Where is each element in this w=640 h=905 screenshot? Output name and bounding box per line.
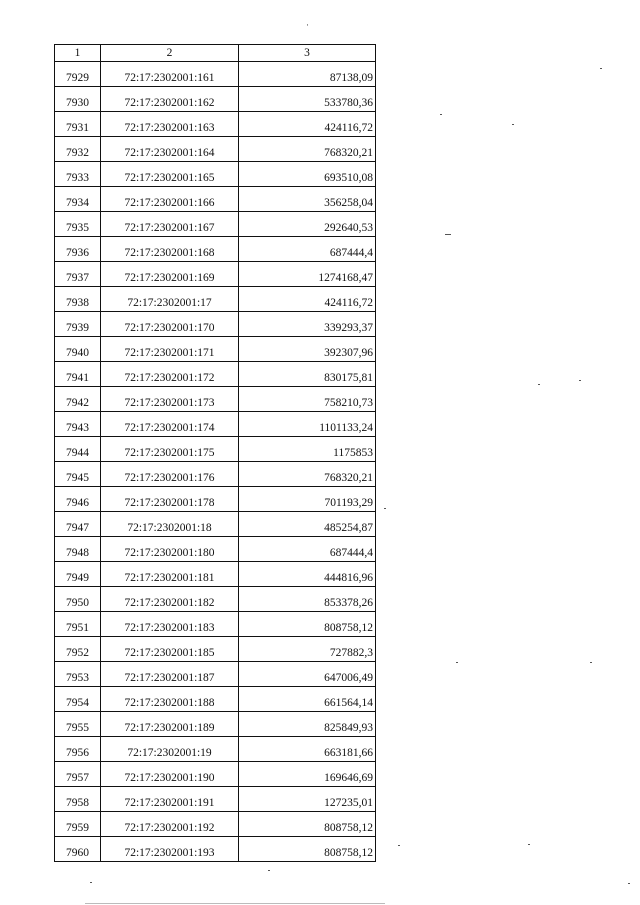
column-header-1: 1 <box>55 45 101 62</box>
cadastral-number-cell: 72:17:2302001:192 <box>101 812 239 837</box>
row-number-cell: 7951 <box>55 612 101 637</box>
cadastral-number-cell: 72:17:2302001:180 <box>101 537 239 562</box>
scan-speck <box>445 234 451 235</box>
table-row <box>55 137 376 162</box>
value-cell: 127235,01 <box>239 787 376 812</box>
scan-speck <box>600 68 602 69</box>
value-cell: 768320,21 <box>239 137 376 162</box>
value-cell: 87138,09 <box>239 62 376 87</box>
value-cell: 1175853 <box>239 437 376 462</box>
cadastral-number-cell: 72:17:2302001:164 <box>101 137 239 162</box>
cadastral-number-cell: 72:17:2302001:174 <box>101 412 239 437</box>
value-cell: 424116,72 <box>239 287 376 312</box>
cadastral-number-cell: 72:17:2302001:169 <box>101 262 239 287</box>
value-cell: 687444,4 <box>239 237 376 262</box>
row-number-cell: 7930 <box>55 87 101 112</box>
scan-speck <box>512 124 514 125</box>
value-cell: 392307,96 <box>239 337 376 362</box>
cadastral-number-cell: 72:17:2302001:193 <box>101 837 239 862</box>
table-row <box>55 512 376 537</box>
cadastral-number-cell: 72:17:2302001:171 <box>101 337 239 362</box>
column-header-2: 2 <box>101 45 239 62</box>
value-cell: 339293,37 <box>239 312 376 337</box>
cadastral-number-cell: 72:17:2302001:165 <box>101 162 239 187</box>
table-row <box>55 412 376 437</box>
cadastral-number-cell: 72:17:2302001:188 <box>101 687 239 712</box>
cadastral-number-cell: 72:17:2302001:163 <box>101 112 239 137</box>
row-number-cell: 7950 <box>55 587 101 612</box>
row-number-cell: 7954 <box>55 687 101 712</box>
table-row <box>55 462 376 487</box>
row-number-cell: 7948 <box>55 537 101 562</box>
value-cell: 808758,12 <box>239 612 376 637</box>
value-cell: 663181,66 <box>239 737 376 762</box>
table-row <box>55 437 376 462</box>
row-number-cell: 7947 <box>55 512 101 537</box>
row-number-cell: 7937 <box>55 262 101 287</box>
table-row <box>55 262 376 287</box>
cadastral-number-cell: 72:17:2302001:18 <box>101 512 239 537</box>
cadastral-number-cell: 72:17:2302001:181 <box>101 562 239 587</box>
table-row <box>55 562 376 587</box>
cadastral-number-cell: 72:17:2302001:182 <box>101 587 239 612</box>
table-header-row <box>55 45 376 62</box>
table-body <box>55 62 376 862</box>
row-number-cell: 7955 <box>55 712 101 737</box>
scan-mark: · <box>306 20 309 30</box>
row-number-cell: 7943 <box>55 412 101 437</box>
table-row <box>55 87 376 112</box>
cadastral-number-cell: 72:17:2302001:185 <box>101 637 239 662</box>
table-row <box>55 662 376 687</box>
scan-speck <box>384 508 386 509</box>
cadastral-number-cell: 72:17:2302001:162 <box>101 87 239 112</box>
value-cell: 693510,08 <box>239 162 376 187</box>
value-cell: 533780,36 <box>239 87 376 112</box>
table-row <box>55 312 376 337</box>
value-cell: 701193,29 <box>239 487 376 512</box>
row-number-cell: 7929 <box>55 62 101 87</box>
value-cell: 808758,12 <box>239 837 376 862</box>
table-row <box>55 62 376 87</box>
value-cell: 1274168,47 <box>239 262 376 287</box>
row-number-cell: 7933 <box>55 162 101 187</box>
scan-speck <box>628 883 630 884</box>
table-row <box>55 287 376 312</box>
row-number-cell: 7940 <box>55 337 101 362</box>
value-cell: 169646,69 <box>239 762 376 787</box>
row-number-cell: 7960 <box>55 837 101 862</box>
table-row <box>55 162 376 187</box>
row-number-cell: 7939 <box>55 312 101 337</box>
scan-speck <box>528 844 530 845</box>
cadastral-number-cell: 72:17:2302001:170 <box>101 312 239 337</box>
value-cell: 687444,4 <box>239 537 376 562</box>
row-number-cell: 7957 <box>55 762 101 787</box>
table-row <box>55 362 376 387</box>
scan-edge-line <box>85 903 385 904</box>
column-header-3: 3 <box>239 45 376 62</box>
data-table <box>54 44 376 862</box>
table-row <box>55 762 376 787</box>
cadastral-number-cell: 72:17:2302001:167 <box>101 212 239 237</box>
row-number-cell: 7958 <box>55 787 101 812</box>
row-number-cell: 7932 <box>55 137 101 162</box>
row-number-cell: 7931 <box>55 112 101 137</box>
cadastral-number-cell: 72:17:2302001:183 <box>101 612 239 637</box>
table-row <box>55 737 376 762</box>
row-number-cell: 7953 <box>55 662 101 687</box>
table-row <box>55 187 376 212</box>
scan-speck <box>398 845 400 846</box>
row-number-cell: 7949 <box>55 562 101 587</box>
cadastral-number-cell: 72:17:2302001:19 <box>101 737 239 762</box>
scan-speck <box>538 384 540 385</box>
table-row <box>55 787 376 812</box>
table-row <box>55 712 376 737</box>
scan-speck <box>90 882 92 883</box>
value-cell: 853378,26 <box>239 587 376 612</box>
row-number-cell: 7945 <box>55 462 101 487</box>
cadastral-number-cell: 72:17:2302001:172 <box>101 362 239 387</box>
row-number-cell: 7935 <box>55 212 101 237</box>
cadastral-number-cell: 72:17:2302001:175 <box>101 437 239 462</box>
table-row <box>55 687 376 712</box>
row-number-cell: 7941 <box>55 362 101 387</box>
table-row <box>55 837 376 862</box>
value-cell: 758210,73 <box>239 387 376 412</box>
cadastral-number-cell: 72:17:2302001:166 <box>101 187 239 212</box>
table-row <box>55 812 376 837</box>
cadastral-number-cell: 72:17:2302001:190 <box>101 762 239 787</box>
table-row <box>55 337 376 362</box>
row-number-cell: 7956 <box>55 737 101 762</box>
value-cell: 727882,3 <box>239 637 376 662</box>
row-number-cell: 7936 <box>55 237 101 262</box>
cadastral-number-cell: 72:17:2302001:17 <box>101 287 239 312</box>
value-cell: 768320,21 <box>239 462 376 487</box>
cadastral-number-cell: 72:17:2302001:173 <box>101 387 239 412</box>
cadastral-number-cell: 72:17:2302001:168 <box>101 237 239 262</box>
value-cell: 808758,12 <box>239 812 376 837</box>
value-cell: 1101133,24 <box>239 412 376 437</box>
value-cell: 485254,87 <box>239 512 376 537</box>
cadastral-number-cell: 72:17:2302001:189 <box>101 712 239 737</box>
cadastral-number-cell: 72:17:2302001:191 <box>101 787 239 812</box>
table-row <box>55 237 376 262</box>
cadastral-number-cell: 72:17:2302001:161 <box>101 62 239 87</box>
cadastral-number-cell: 72:17:2302001:178 <box>101 487 239 512</box>
table-row <box>55 537 376 562</box>
scan-speck <box>440 114 442 115</box>
table-row <box>55 487 376 512</box>
scan-speck <box>590 662 592 663</box>
value-cell: 661564,14 <box>239 687 376 712</box>
scan-speck <box>579 380 581 381</box>
value-cell: 356258,04 <box>239 187 376 212</box>
cadastral-number-cell: 72:17:2302001:176 <box>101 462 239 487</box>
table-row <box>55 587 376 612</box>
row-number-cell: 7942 <box>55 387 101 412</box>
table-row <box>55 387 376 412</box>
row-number-cell: 7938 <box>55 287 101 312</box>
table-row <box>55 112 376 137</box>
table-row <box>55 612 376 637</box>
value-cell: 647006,49 <box>239 662 376 687</box>
scan-speck <box>268 870 270 871</box>
value-cell: 830175,81 <box>239 362 376 387</box>
row-number-cell: 7959 <box>55 812 101 837</box>
value-cell: 424116,72 <box>239 112 376 137</box>
row-number-cell: 7934 <box>55 187 101 212</box>
value-cell: 825849,93 <box>239 712 376 737</box>
cadastral-number-cell: 72:17:2302001:187 <box>101 662 239 687</box>
table-row <box>55 212 376 237</box>
row-number-cell: 7944 <box>55 437 101 462</box>
row-number-cell: 7952 <box>55 637 101 662</box>
scan-speck <box>456 662 458 663</box>
value-cell: 444816,96 <box>239 562 376 587</box>
table-row <box>55 637 376 662</box>
row-number-cell: 7946 <box>55 487 101 512</box>
value-cell: 292640,53 <box>239 212 376 237</box>
